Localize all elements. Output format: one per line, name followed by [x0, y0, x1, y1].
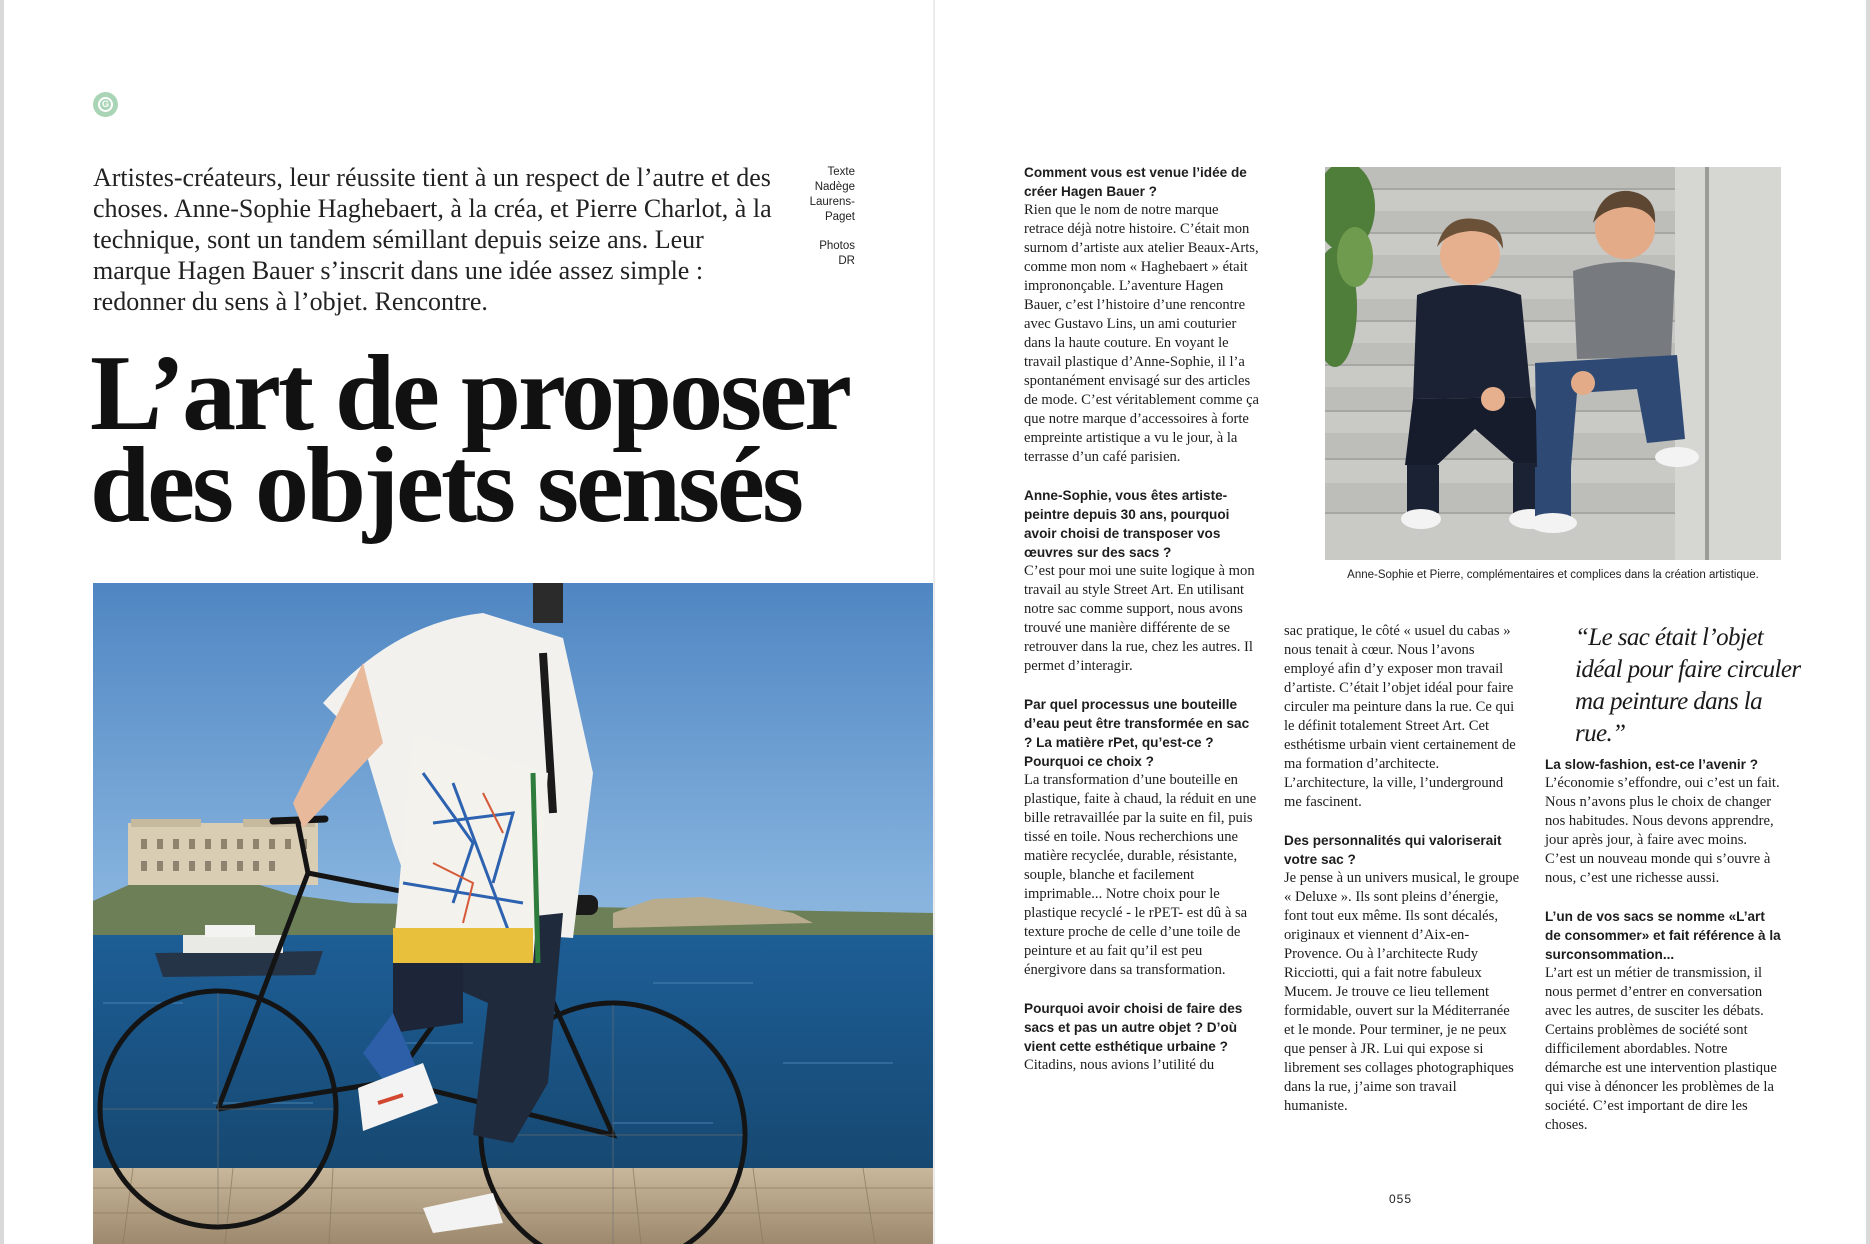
text-credit-author: Paget: [824, 211, 855, 223]
article-credits: [789, 165, 855, 283]
article-intro: Artistes-créateurs, leur réussite tient à un respect de l’autre et des choses. Anne-Sophie Haghebaert, à la créa, et Pierre Charlot, à la technique, sont un tandem sémillant depuis seize ans. Leur marque Hagen Bauer s’inscrit dans une idée assez simple : redonner du sens à l’objet. Rencontre.: [93, 163, 772, 316]
founders-photo: [1325, 167, 1781, 560]
photo-credit-author: DR: [838, 255, 855, 267]
interview-answer: L’art est un métier de transmission, il nous permet d’entrer en conversation avec les autres, de susciter les débats. Certains problèmes de société sont difficilement abordables. Notre démarche est une intervention plastique qui vise à dénoncer les problèmes de la société. C’est important de dire les choses.: [1545, 965, 1777, 1133]
interview-answer: sac pratique, le côté « usuel du cabas » nous tenait à cœur. Nous l’avons employé afin d’y exposer mon travail d’artiste. C’était l’objet idéal pour faire circuler ma peinture dans la rue. Ce qui le définit totalement Street Art. Cet esthétisme urbain vient certainement de ma formation d’architecte. L’architecture, la ville, l’underground me fascinent.: [1284, 623, 1516, 810]
headline-line: L’art de proposer: [90, 334, 849, 453]
text-column-1: [1024, 163, 1260, 1075]
headline-line: des objets sensés: [90, 426, 802, 545]
interview-answer: Je pense à un univers musical, le groupe « Deluxe ». Ils sont pleins d’énergie, font tout eux même. Ils sont décalés, originaux et viennent d’Aix-en-Provence. Ou à l’architecte Rudy Ricciotti, qui a fait notre fabuleux Mucem. Je trouve ce lieu tellement formidable, ouvert sur la Méditerranée et le monde. Pour terminer, je ne peux que penser à JR. Lui qui expose si librement ses collages photographiques dans la rue, j’aime son travail humaniste.: [1284, 870, 1520, 1114]
logo-letter: G: [98, 97, 113, 112]
interview-answer: L’économie s’effondre, oui c’est un fait. Nous n’avons plus le choix de changer nos habitudes. Nous devons apprendre, jour après jour, à faire avec moins. C’est un nouveau monde qui s’ouvre à nous, c’est une richesse aussi.: [1545, 775, 1780, 886]
photo-caption: Anne-Sophie et Pierre, complémentaires et complices dans la création artistique.: [1347, 569, 1759, 581]
interview-question: Des personnalités qui valoriserait votre sac ?: [1284, 833, 1502, 867]
interview-answer: C’est pour moi une suite logique à mon travail au style Street Art. En utilisant notre sac comme support, nous avons trouvé une manière différente de se retrouver dans la rue, chez les autres. Il permet d’interagir.: [1024, 563, 1255, 674]
magazine-logo-icon: [93, 92, 118, 117]
page-number: 055: [1389, 1192, 1413, 1206]
pull-quote: “Le sac était l’objet idéal pour faire circuler ma peinture dans la rue.”: [1575, 624, 1801, 747]
interview-answer: La transformation d’une bouteille en plastique, faite à chaud, la réduit en une bille retravaillée par la suite en fil, puis tissé en toile. Nous recherchions une matière recyclée, durable, résistante, souple, blanche et facilement imprimable... Notre choix pour le plastique recyclé - le rPET- est dû à sa texture proche de celle d’une toile de peinture et au fait qu’il est peu énergivore dans sa transformation.: [1024, 772, 1257, 978]
interview-question: La slow-fashion, est-ce l’avenir ?: [1545, 757, 1759, 772]
text-column-3: [1545, 755, 1781, 1135]
interview-question: L’un de vos sacs se nomme «L’art de consommer» et fait référence à la surconsommation...: [1545, 909, 1781, 962]
interview-question: Par quel processus une bouteille d’eau peut être transformée en sac ? La matière rPet, qu’est-ce ? Pourquoi ce choix ?: [1024, 697, 1250, 769]
interview-answer: Rien que le nom de notre marque retrace déjà notre histoire. C’était mon surnom d’artiste aux atelier Beaux-Arts, comme mon nom « Haghebaert » était imprononçable. L’aventure Hagen Bauer, c’est l’histoire d’une rencontre avec Gustavo Lins, un ami couturier dans la haute couture. En voyant le travail plastique d’Anne-Sophie, il l’a spontanément envisagé sur des articles de mode. C’est véritablement comme ça que notre marque d’accessoires à forte empreinte artistique a vu le jour, à la terrasse d’un café parisien.: [1024, 202, 1260, 465]
text-credit-author: Nadège: [814, 181, 855, 193]
photo-credit-label: Photos: [819, 240, 855, 252]
text-credit-author: Laurens-: [809, 196, 855, 208]
right-page: [935, 0, 1866, 1244]
text-credit-label: Texte: [827, 166, 855, 178]
interview-question: Comment vous est venue l’idée de créer Hagen Bauer ?: [1024, 165, 1247, 199]
left-page: [4, 0, 935, 1244]
interview-question: Pourquoi avoir choisi de faire des sacs et pas un autre objet ? D’où vient cette esthétique urbaine ?: [1024, 1001, 1243, 1054]
cyclist-photo: [93, 583, 935, 1244]
text-column-2: [1284, 622, 1520, 1116]
interview-answer: Citadins, nous avions l’utilité du: [1024, 1057, 1215, 1073]
interview-question: Anne-Sophie, vous êtes artiste-peintre depuis 30 ans, pourquoi avoir choisi de transposer vos œuvres sur des sacs ?: [1024, 488, 1230, 560]
article-headline: [90, 334, 910, 545]
